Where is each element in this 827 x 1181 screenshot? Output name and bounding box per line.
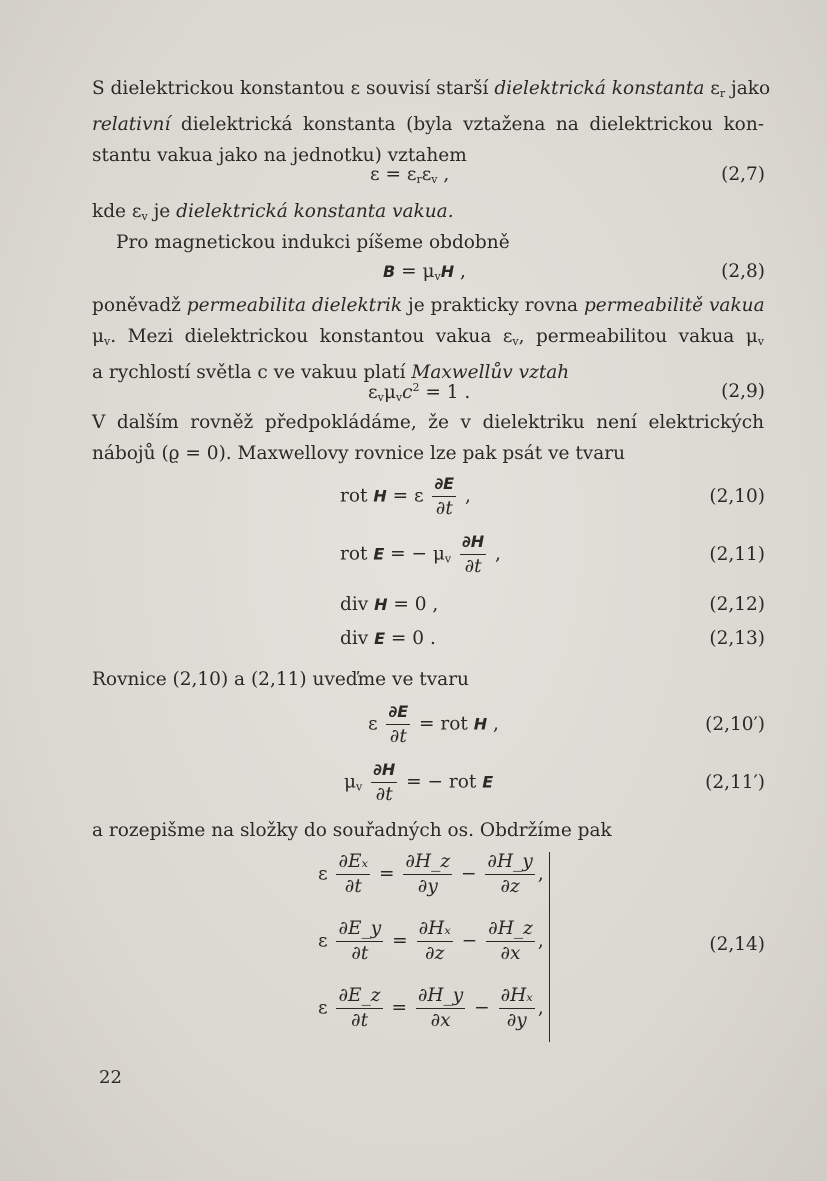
equation-2-14-row-1: ε $\frac{\text{∂Eₓ}}{\partial t}$ = $\frac{\partial H\_z}{\partial y}$ − $\frac{\partial H\_y}{\partial z}$ ,	[318, 851, 544, 897]
equation-2-8: $B = \mu_vH$ ,	[383, 261, 466, 283]
equation-2-7: $\varepsilon = \varepsilon_r\varepsilon_v$ ,	[370, 164, 450, 186]
equation-number-2-10-prime: (2,10′)	[705, 714, 765, 735]
paragraph-7: a rozepišme na složky do souřadných os. Obdržíme pak	[92, 820, 612, 841]
equation-2-10-prime: ε $\frac{\partial E}{\partial t}$ = rot H ,	[368, 702, 499, 747]
equation-system-brace	[543, 852, 550, 1042]
equation-number-2-8: (2,8)	[721, 261, 765, 282]
paragraph-6: Rovnice (2,10) a (2,11) uveďme ve tvaru	[92, 669, 469, 690]
paragraph-1-line-2: relativní dielektrická konstanta (byla vztažena na dielektrickou kon-	[92, 114, 764, 135]
equation-2-9: $\varepsilon_v\mu_vc^2 = 1$ .	[368, 381, 471, 404]
paragraph-1-line-1: S dielektrickou konstantou ε souvisí starší dielektrická konstanta $\varepsilon_r$ jako	[92, 78, 771, 100]
equation-number-2-14: (2,14)	[709, 934, 765, 955]
equation-2-14-row-3: ε $\frac{\partial E\_z}{\partial t}$ = $\frac{\partial H\_y}{\partial x}$ − $\frac{\text{∂Hₓ}}{\partial y}$ ,	[318, 985, 544, 1031]
paragraph-2: kde $\varepsilon_v$ je dielektrická konstanta vakua.	[92, 201, 454, 223]
equation-2-12: div H = 0 ,	[340, 594, 439, 615]
equation-2-13: div E = 0 .	[340, 628, 436, 649]
equation-number-2-13: (2,13)	[709, 628, 765, 649]
equation-2-11: rot E = − $\mu_v$ $\frac{\partial H}{\partial t}$ ,	[340, 532, 501, 577]
equation-number-2-11-prime: (2,11′)	[705, 772, 765, 793]
paragraph-1-line-3: stantu vakua jako na jednotku) vztahem	[92, 145, 467, 166]
equation-number-2-10: (2,10)	[709, 486, 765, 507]
equation-number-2-12: (2,12)	[709, 594, 765, 615]
paragraph-4: poněvadž permeabilita dielektrik je prakticky rovna permeabilitě vakua $\mu_v$. Mezi dielektrickou konstantou vakua $\varepsilon_v$, permeabilitou vakua $\mu_v$ a rychlostí světla c ve vakuu platí Maxwellův vztah	[92, 295, 765, 383]
page-number: 22	[99, 1067, 122, 1088]
equation-number-2-9: (2,9)	[721, 381, 765, 402]
paragraph-5: V dalším rovněž předpokládáme, že v dielektriku není elektrických nábojů (ϱ = 0). Maxwellovy rovnice lze pak psát ve tvaru	[92, 412, 764, 464]
equation-number-2-11: (2,11)	[709, 544, 765, 565]
equation-number-2-7: (2,7)	[721, 164, 765, 185]
equation-2-14-row-2: ε $\frac{\partial E\_y}{\partial t}$ = $\frac{\text{∂Hₓ}}{\partial z}$ − $\frac{\partial H\_z}{\partial x}$ ,	[318, 918, 544, 964]
equation-2-11-prime: $\mu_v$ $\frac{\partial H}{\partial t}$ = − rot E	[344, 760, 494, 805]
equation-2-10: rot H = ε $\frac{\partial E}{\partial t}$ ,	[340, 474, 471, 519]
paragraph-1	[92, 73, 771, 171]
paragraph-3: Pro magnetickou indukci píšeme obdobně	[116, 232, 510, 253]
